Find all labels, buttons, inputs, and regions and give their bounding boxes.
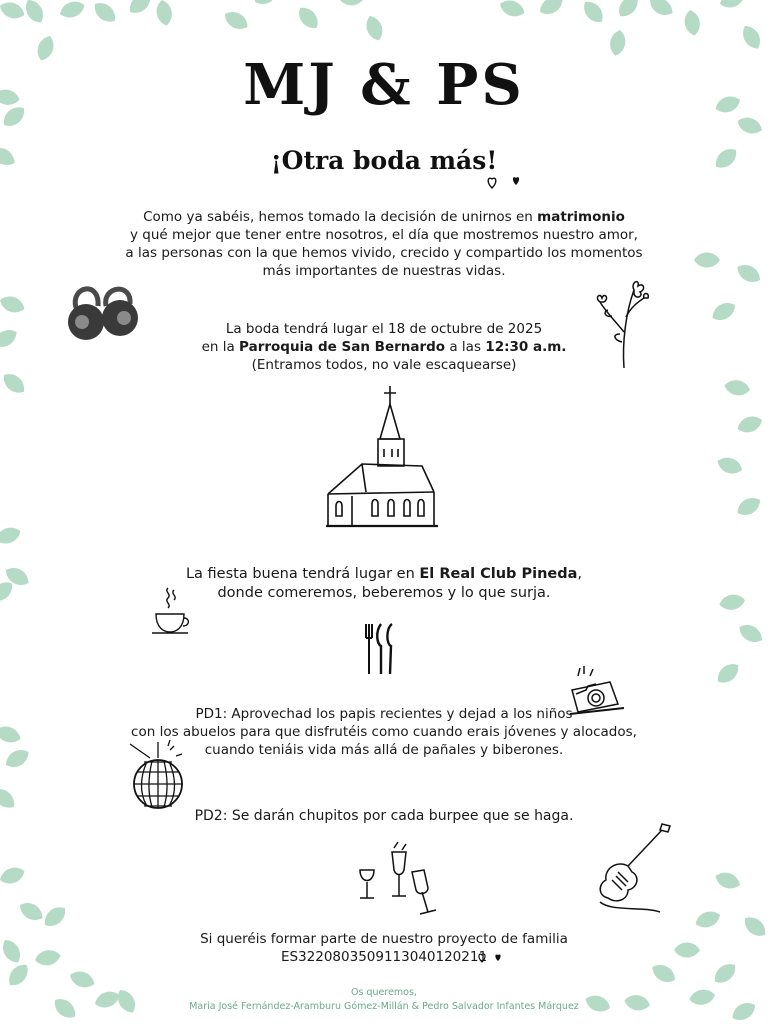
- party-paragraph: La fiesta buena tendrá lugar en El Real Club Pineda, donde comeremos, beberemos y lo que surja.: [185, 566, 583, 601]
- subtitle: ¡Otra boda más!: [270, 146, 498, 175]
- heart-icon: [486, 172, 526, 192]
- footer-signature: Os queremos, Maria José Fernández-Aramburu Gómez-Millán & Pedro Salvador Infantes Márquez: [189, 987, 579, 1012]
- account-number: ES3220803509113040120211: [280, 949, 488, 965]
- pd2-line: PD2: Se darán chupitos por cada burpee que se haga.: [194, 808, 574, 824]
- page-title: MJ & PS: [243, 52, 525, 118]
- cutlery-icon: [360, 622, 400, 678]
- ceremony-paragraph: La boda tendrá lugar el 18 de octubre de 2025 en la Parroquia de San Bernardo a las 12:30 a.m. (Entramos todos, no vale escaquearse): [201, 321, 567, 373]
- champagne-glasses-icon: [352, 840, 444, 918]
- heart-icon: [476, 950, 506, 964]
- intro-paragraph: Como ya sabéis, hemos tomado la decisión de unirnos en matrimonio y qué mejor que tener entre nosotros, el día que mostremos nuestro amor, a las personas con la que hemos vivido, crecido y compartido los momentos más importantes de nuestras vidas.: [125, 209, 643, 279]
- coffee-cup-icon: [150, 584, 192, 638]
- guitar-icon: [592, 822, 676, 914]
- disco-ball-icon: [122, 738, 198, 814]
- family-paragraph: Si queréis formar parte de nuestro proyecto de familia ES3220803509113040120211: [200, 931, 568, 965]
- pd1-paragraph: PD1: Aprovechad los papis recientes y dejad a los niños con los abuelos para que disfrutéis como cuando erais jóvenes y alocados, cuando teniáis vida más allá de pañales y biberones.: [131, 706, 637, 758]
- church-icon: [322, 384, 440, 530]
